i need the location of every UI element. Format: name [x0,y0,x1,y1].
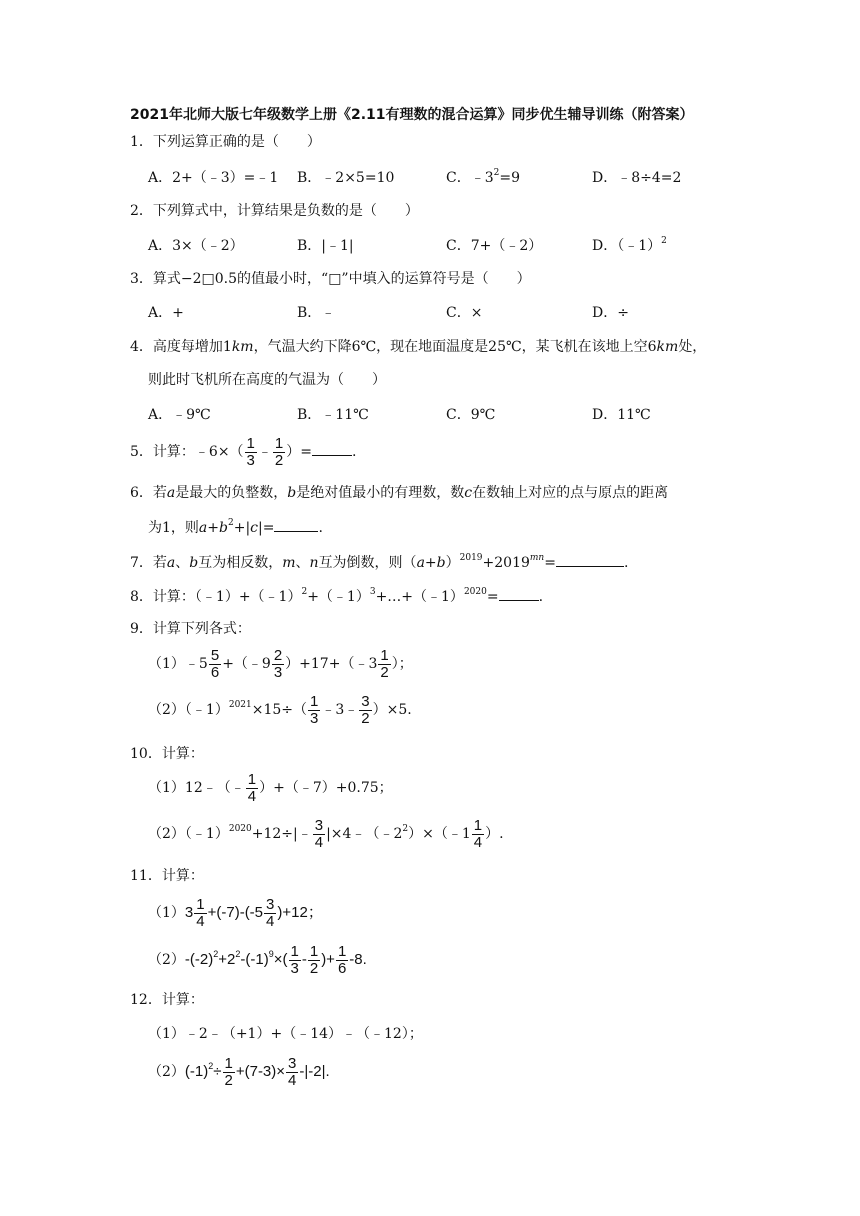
fraction: $\frac{1}{2}$ [309,942,319,977]
fraction: $\frac{3}{4}$ [288,1054,297,1089]
question-9-part-1: （1）﹣5 $\frac{5}{6}$ +（﹣9 $\frac{2}{3}$ ）+17+（﹣3 $\frac{1}{2}$ ）； [148,646,413,681]
fraction: $\frac{1}{3}$ [310,692,319,727]
q2-option-c: C．7+（﹣2） [446,238,543,254]
question-12-part-1: （1）﹣2﹣（+1）+（﹣14）﹣（﹣12）； [148,1026,423,1042]
q2-option-b: B．|﹣1| [297,238,354,254]
fraction: $\frac{2}{3}$ [273,646,283,681]
question-12-stem: 12．计算： [130,992,204,1008]
fraction: $\frac{1}{4}$ [473,816,483,851]
question-11-part-1: （1）3 $\frac{1}{4}$ +(-7)-(-5 $\frac{3}{4}$ )+12； [148,895,323,930]
question-11-part-2: $(2)-(-2)^2+2^2-(-1)^9\times$( $\frac{1}{3}$ - $\frac{1}{2}$ )+ $\frac{1}{6}$ -8. [148,942,367,977]
fraction: $\frac{1}{2}$ [380,646,389,681]
question-2-stem: 2．下列算式中，计算结果是负数的是（ ） [130,203,419,219]
fraction: $\frac{1}{3}$ [290,942,299,977]
question-4-line-1: 4．高度每增加1km，气温大约下降6℃，现在地面温度是25℃，某飞机在该地上空6km处， [130,339,707,355]
q1-option-c: C．$﹣3^2=9$ [446,168,520,186]
q4-option-b: B．﹣11℃ [297,407,369,423]
q1-option-a: A．2+（﹣3）=﹣1 [148,170,279,186]
q3-option-d: D．÷ [592,305,629,321]
fraction: $\frac{1}{3}$ [246,434,255,469]
answer-blank [499,586,539,601]
question-1-stem: 1．下列运算正确的是（ ） [130,134,321,150]
q4-option-a: A．﹣9℃ [148,407,211,423]
q1-option-b: B．﹣2×5=10 [297,170,395,186]
q4-option-c: C．9℃ [446,407,496,423]
question-12-part-2: $(2)(-1)^2\div$ $\frac{1}{2}$ +(7-3)× $\frac{3}{4}$ -|-2|. [148,1054,330,1089]
question-8: 8．计算：（﹣1）+（﹣1）$^2$+（﹣1）$^3$+…+（﹣1）$^{2020}$= . [130,587,544,605]
question-7: 7．若a、b互为相反数，m、n互为倒数，则$(a+b)^{2019}+2019^{mn}=$ . [130,553,629,571]
question-10-part-1: （1）12﹣（﹣ $\frac{1}{4}$ ）+（﹣7）+0.75； [148,770,393,805]
q4-option-d: D．11℃ [592,407,651,423]
fraction: $\frac{3}{4}$ [314,816,324,851]
q2-option-a: A．3×（﹣2） [148,238,244,254]
fraction: $\frac{1}{4}$ [247,770,257,805]
question-11-stem: 11．计算： [130,868,204,884]
fraction: $\frac{5}{6}$ [210,646,220,681]
q3-option-c: C．× [446,305,483,321]
question-3-stem: 3．算式−2□0.5的值最小时，“□”中填入的运算符号是（ ） [130,271,531,287]
question-5: 5．计算：﹣6×（ $\frac{1}{3}$ ﹣ $\frac{1}{2}$ ）= . [130,434,357,469]
fraction: $\frac{3}{2}$ [361,692,370,727]
question-9-part-2: （2）（﹣1）$^{2021}$×15÷（ $\frac{1}{3}$ ﹣3﹣ $\frac{3}{2}$ ）×5. [148,692,412,727]
question-6-line-1: 6．若a是最大的负整数，b是绝对值最小的有理数，数c在数轴上对应的点与原点的距离 [130,485,669,501]
question-4-line-2: 则此时飞机所在高度的气温为（ ） [148,372,386,388]
fraction: $\frac{1}{4}$ [196,895,205,930]
question-10-stem: 10．计算： [130,746,204,762]
q1-option-d: D．﹣8÷4=2 [592,170,682,186]
fraction: $\frac{1}{2}$ [274,434,284,469]
q3-option-b: B．﹣ [297,305,336,321]
answer-blank [556,552,624,567]
question-6-line-2: 为1，则$a+b^2+|c|=$ . [148,518,323,536]
q2-option-d: D．（﹣1）$^2$ [592,236,667,254]
question-9-stem: 9．计算下列各式： [130,621,251,637]
fraction: $\frac{1}{6}$ [337,942,347,977]
fraction: $\frac{3}{4}$ [266,895,275,930]
q3-option-a: A．+ [148,305,184,321]
document-title: 2021年北师大版七年级数学上册《2.11有理数的混合运算》同步优生辅导训练（附答案） [130,107,694,123]
answer-blank [274,517,318,532]
fraction: $\frac{1}{2}$ [224,1054,233,1089]
answer-blank [312,441,352,456]
question-10-part-2: （2）（﹣1）$^{2020}$+12÷|﹣ $\frac{3}{4}$ $|\times 4﹣(﹣2^2)\times(﹣1$ $\frac{1}{4}$ ）. [148,816,504,851]
